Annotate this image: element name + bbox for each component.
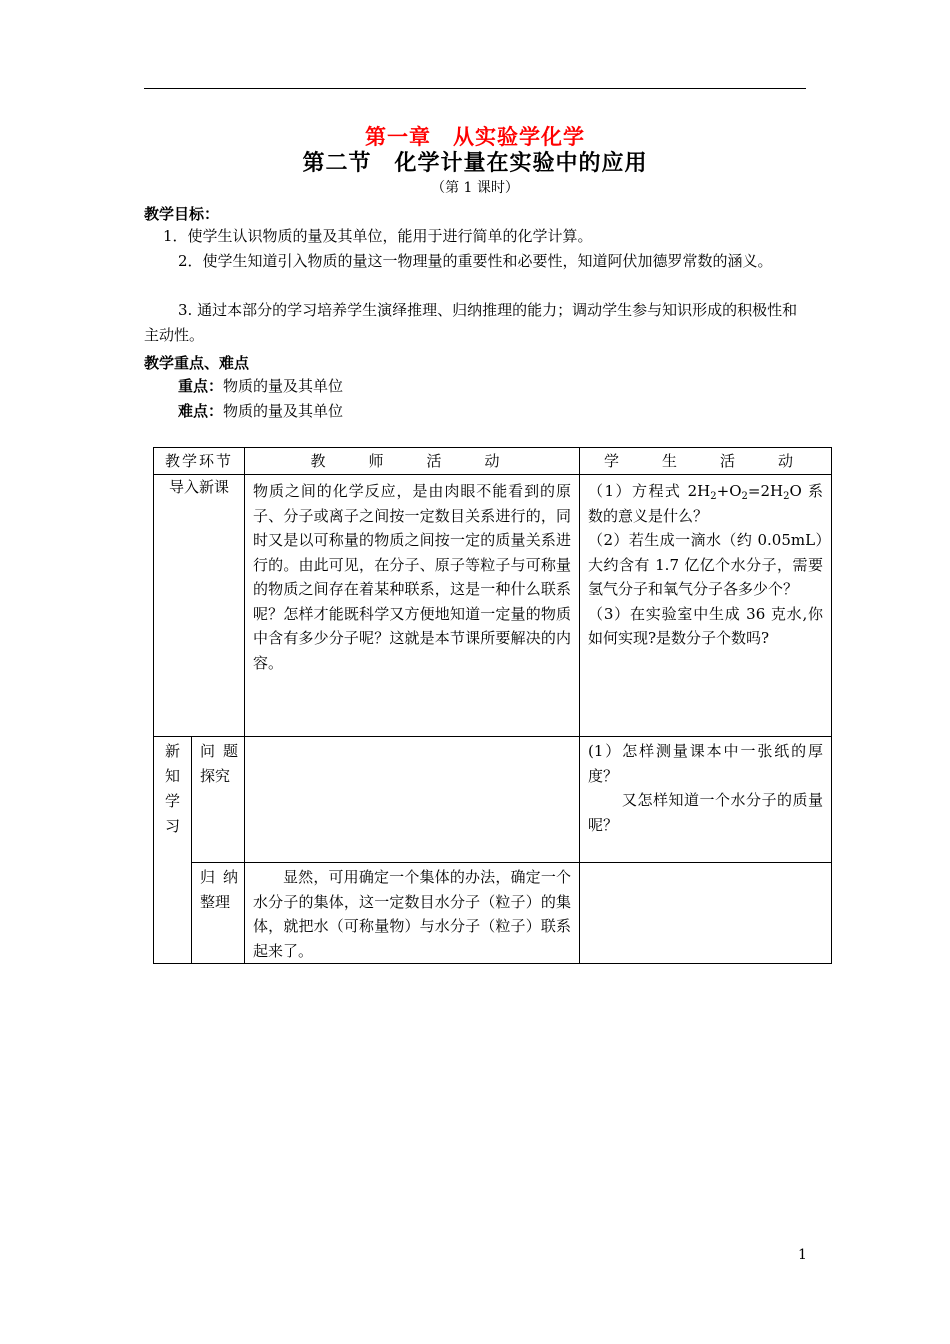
lesson-number: （第 1 课时） <box>431 180 519 196</box>
difficulty-line <box>178 400 343 421</box>
substage-explore-cell <box>192 737 245 863</box>
stage-intro: 导入新课 <box>154 475 245 737</box>
teacher-intro-cell <box>245 475 580 737</box>
focus-line <box>178 375 343 396</box>
chapter-title: 第一章 从实验学化学 <box>365 124 585 149</box>
focus-text: 物质的量及其单位 <box>223 377 344 395</box>
goal-item-2: 2．使学生知道引入物质的量这一物理量的重要性和必要性，知道阿伏加德罗常数的涵义。 <box>178 252 773 270</box>
header-rule <box>144 88 806 89</box>
table-row-intro <box>154 475 832 737</box>
substage-explore: 问题探究 <box>200 742 239 785</box>
teacher-summary-cell <box>245 863 580 964</box>
student-intro-q2: （2）若生成一滴水（约 0.05mL）大约含有 1.7 亿亿个水分子，需要氢气分子和氧气分子各多少个？ <box>588 531 824 598</box>
goal-item-3: 3. 通过本部分的学习培养学生演绎推理、归纳推理的能力；调动学生参与知识形成的积极性和主动性。 <box>144 301 798 344</box>
student-explore-cell <box>580 737 832 863</box>
table-row-explore <box>154 737 832 863</box>
goal-item-1: 1．使学生认识物质的量及其单位，能用于进行简单的化学计算。 <box>163 227 593 245</box>
student-intro-q3: （3）在实验室中生成 36 克水,你如何实现?是数分子个数吗? <box>588 604 824 647</box>
substage-summary-cell <box>192 863 245 964</box>
header-student: 学 生 活 动 <box>580 448 832 475</box>
student-intro-cell <box>580 475 832 737</box>
student-explore-q2: 又怎样知道一个水分子的质量呢？ <box>588 791 824 834</box>
table-header-row <box>154 448 832 475</box>
stage-new-learning <box>154 737 192 964</box>
difficulty-label: 难点： <box>178 402 224 420</box>
teacher-summary: 显然，可用确定一个集体的办法，确定一个水分子的集体，这一定数目水分子（粒子）的集体，就把水（可称量物）与水分子（粒子）联系起来了。 <box>253 868 572 960</box>
focus-label: 重点： <box>178 377 224 395</box>
teacher-intro: 物质之间的化学反应，是由肉眼不能看到的原子、分子或离子之间按一定数目关系进行的，同时又是以可称量的物质之间按一定的质量关系进行的。由此可见，在分子、原子等粒子与可称量的物质之间存在着某种联系，这是一种什么联系呢？怎样才能既科学又方便地知道一定量的物质中含有多少分子呢？这就是本节课所要解决的内容。 <box>253 482 572 672</box>
lesson-table <box>153 447 832 964</box>
header-teacher: 教 师 活 动 <box>245 448 580 475</box>
header-stage: 教学环节 <box>154 448 245 475</box>
goals-label: 教学目标： <box>144 205 220 223</box>
substage-summary: 归纳整理 <box>200 868 239 911</box>
stage-new-learning-text: 新 知 学 习 <box>164 742 180 835</box>
student-summary <box>580 863 832 964</box>
teacher-explore <box>245 737 580 863</box>
key-points-label: 教学重点、难点 <box>144 354 250 372</box>
section-title: 第二节 化学计量在实验中的应用 <box>302 151 648 176</box>
student-explore-q1: (1）怎样测量课本中一张纸的厚度？ <box>588 742 824 785</box>
page-number: 1 <box>798 1247 807 1263</box>
table-row-summary <box>154 863 832 964</box>
difficulty-text: 物质的量及其单位 <box>223 402 344 420</box>
student-intro-q1: （1）方程式 $2H_2+O_2=2H_2O$ 系数的意义是什么？ <box>588 482 824 525</box>
